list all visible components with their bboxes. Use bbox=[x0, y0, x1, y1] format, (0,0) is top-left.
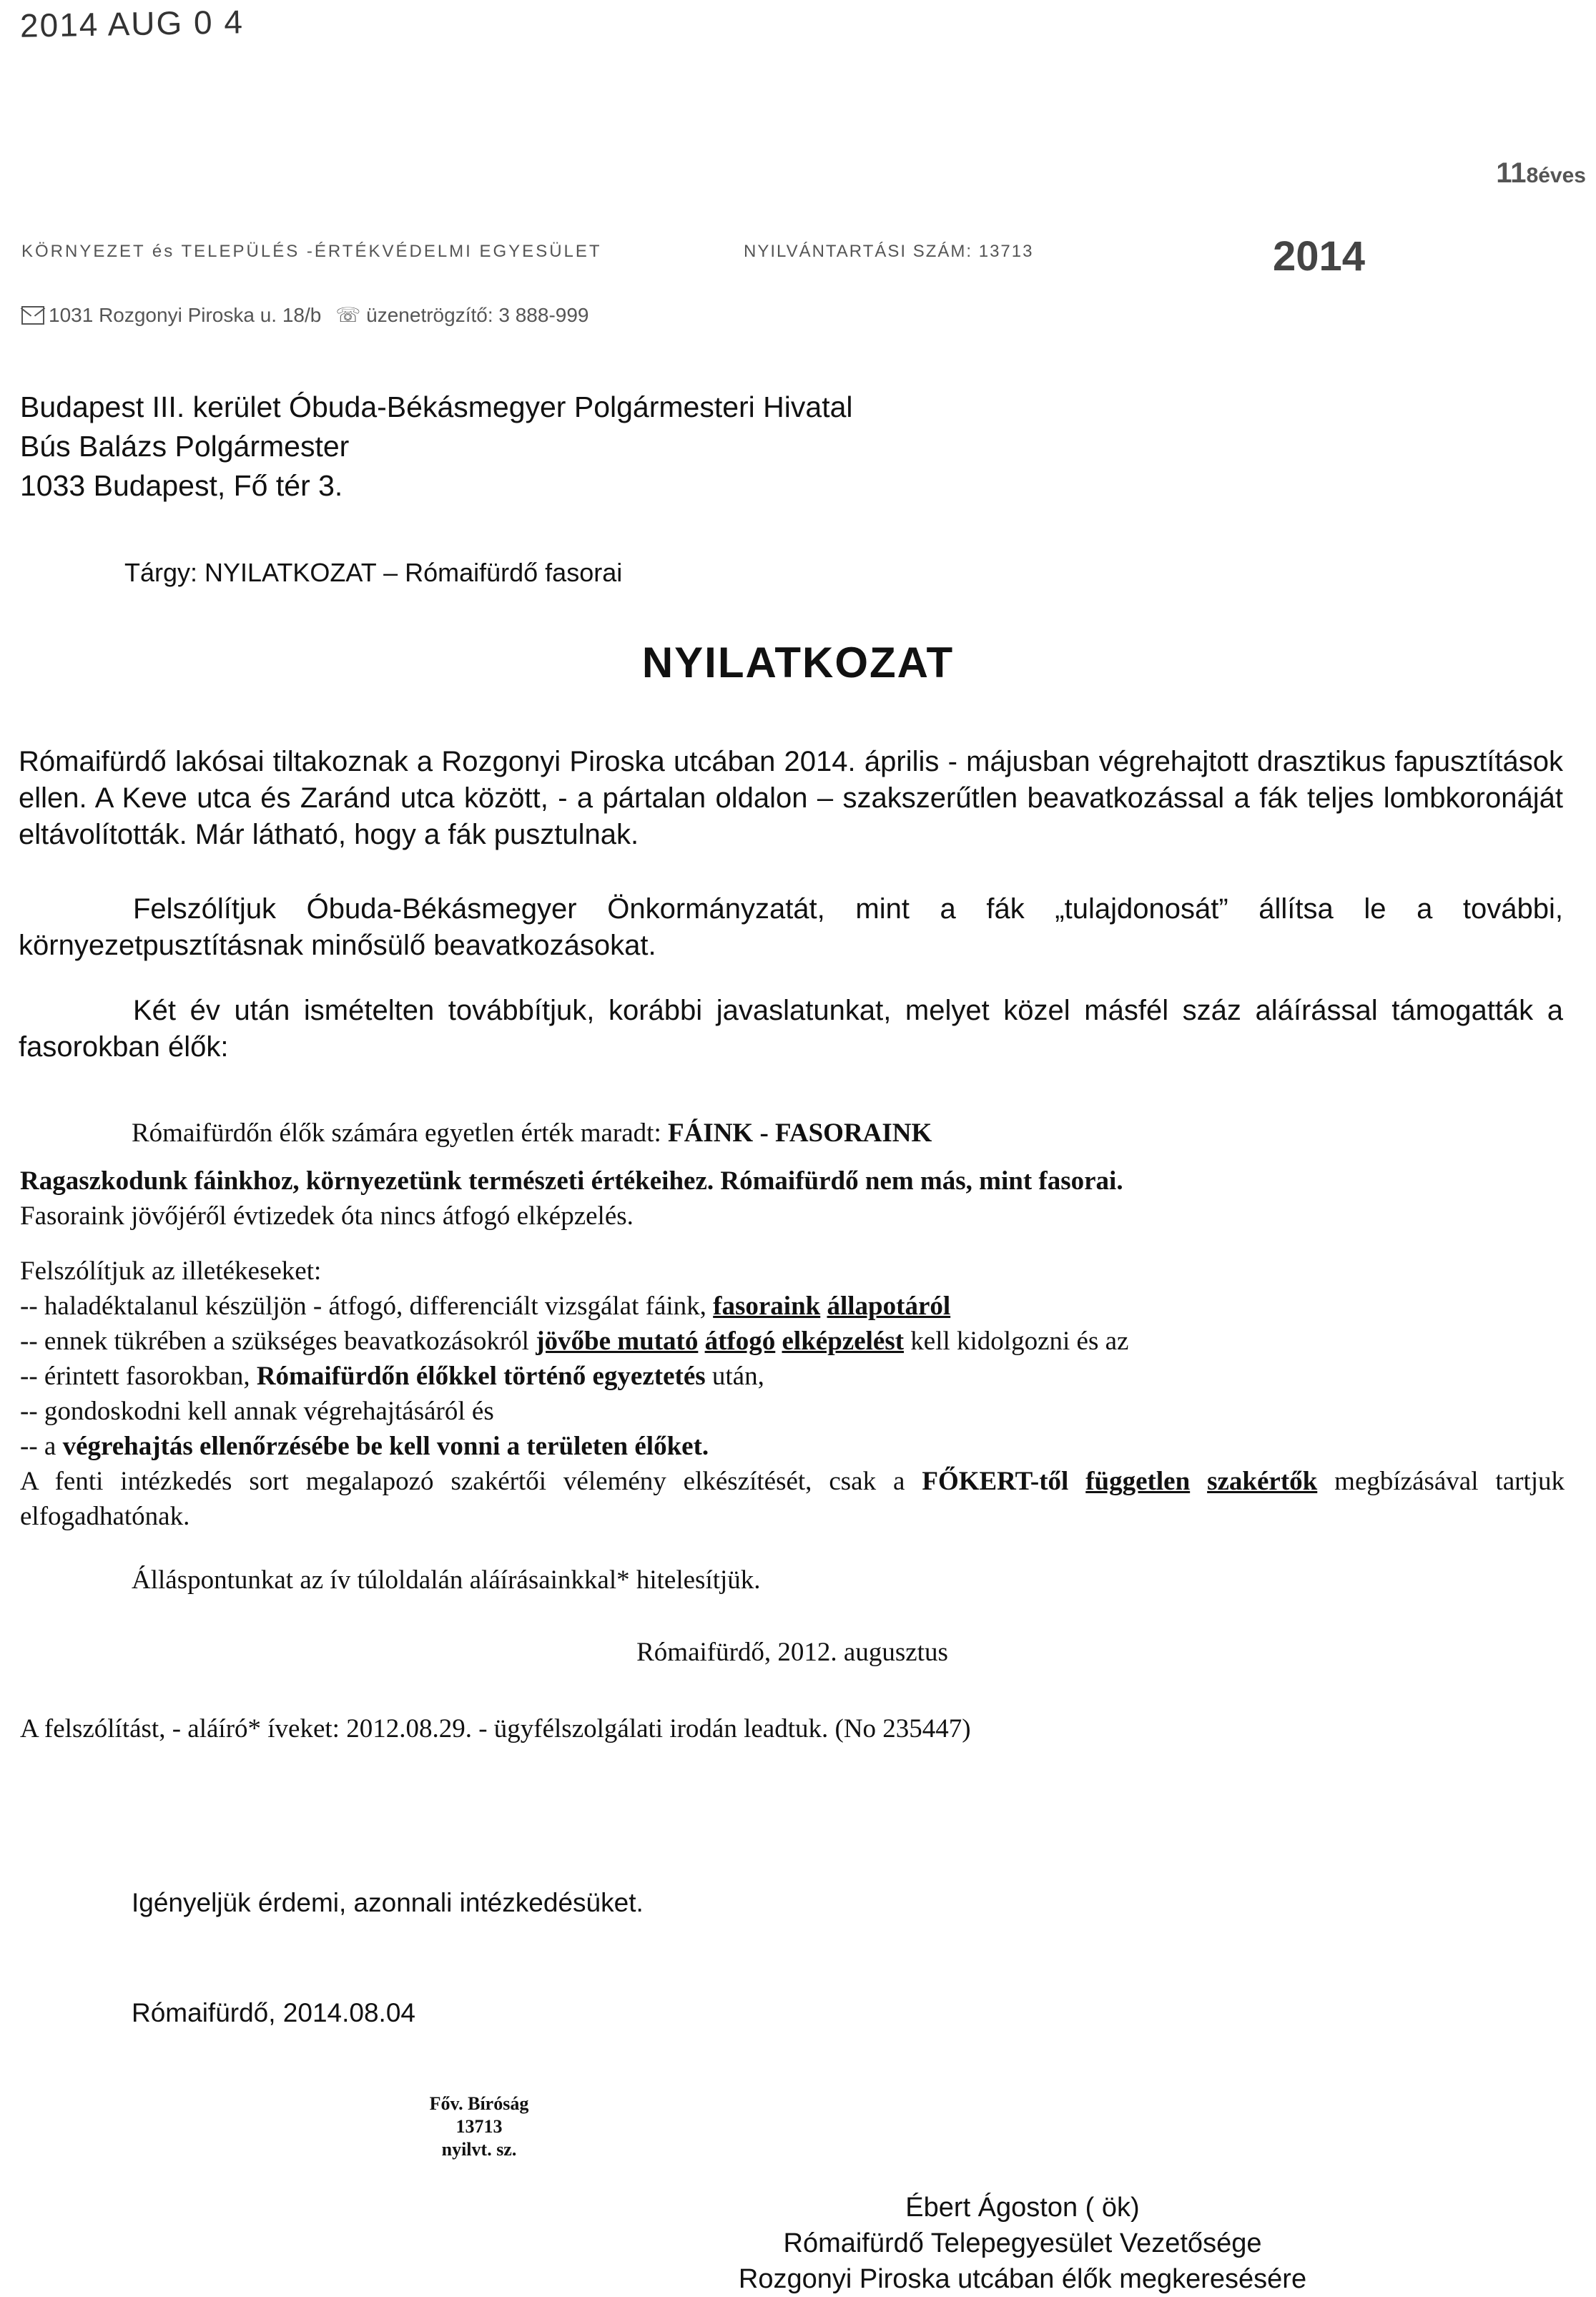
demand-item-4: -- gondoskodni kell annak végrehajtásáról és bbox=[20, 1397, 494, 1426]
association-address: 1031 Rozgonyi Piroska u. 18/b bbox=[49, 303, 322, 326]
registration-number: NYILVÁNTARTÁSI SZÁM: 13713 bbox=[744, 242, 1034, 261]
demand-item-1 bbox=[20, 1289, 1572, 1324]
years-number: 11 bbox=[1496, 157, 1527, 189]
body-paragraph-1: Rómaifürdő lakósai tiltakoznak a Rozgonyi Piroska utcában 2014. április - májusban végrehajtott drasztikus fapusztítások ellen. A Keve utca és Zaránd utca között, - a pártalan oldalon – szakszerűtlen beavatkozással a fák teljes lombkoronáját eltávolították. Már látható, hogy a fák pusztulnak. bbox=[19, 746, 1563, 850]
demand-2-underlined-b: átfogó bbox=[704, 1327, 776, 1356]
expert-underlined: független bbox=[1085, 1467, 1191, 1496]
demand-3-tail: után, bbox=[705, 1362, 764, 1391]
demand-2-tail: kell kidolgozni és az bbox=[904, 1327, 1129, 1356]
original-place-date: Rómaifürdő, 2012. augusztus bbox=[636, 1638, 948, 1667]
body-paragraph-3 bbox=[19, 993, 1563, 1066]
signatory-name: Ébert Ágoston ( ök) bbox=[905, 2193, 1140, 2223]
seal-line-1: Főv. Bíróság bbox=[429, 2093, 529, 2114]
demand-item-5 bbox=[20, 1429, 1572, 1464]
demand-2-underlined-c: elképzelést bbox=[782, 1327, 905, 1356]
recipient-office: Budapest III. kerület Óbuda-Békásmegyer Polgármesteri Hivatal bbox=[20, 390, 853, 423]
demand-2-underlined: jövőbe mutató bbox=[536, 1327, 699, 1356]
envelope-icon bbox=[21, 306, 44, 325]
expert-underlined-b: szakértők bbox=[1207, 1467, 1318, 1496]
submission-note: A felszólítást, - aláíró* íveket: 2012.08.29. - ügyfélszolgálati irodán leadtuk. (No 235447) bbox=[20, 1714, 971, 1743]
demand-1-text: -- haladéktalanul készüljön - átfogó, differenciált vizsgálat fáink, bbox=[20, 1292, 714, 1321]
seal-line-3: nyilvt. sz. bbox=[441, 2139, 517, 2160]
seal-line-2: 13713 bbox=[455, 2116, 503, 2137]
quote-line-1 bbox=[20, 1116, 1572, 1151]
body-paragraph-2 bbox=[19, 891, 1563, 964]
demand-1-underlined: fasoraink bbox=[713, 1292, 821, 1321]
demand-1-underlined-b: állapotáról bbox=[827, 1292, 951, 1321]
quote-line-3: Fasoraink jövőjéről évtizedek óta nincs átfogó elképzelés. bbox=[20, 1201, 634, 1231]
demand-2-text: -- ennek tükrében a szükséges beavatkozásokról bbox=[20, 1327, 536, 1356]
expert-tail: megbízásával tartjuk elfogadhatónak. bbox=[20, 1467, 1565, 1531]
signature-block bbox=[715, 2190, 1330, 2297]
demand-5-text: -- a bbox=[20, 1432, 63, 1461]
paragraph-3-text: Két év után ismételten továbbítjuk, korábbi javaslatunkat, melyet közel másfél száz aláírással támogatták a fasorokban élők: bbox=[19, 995, 1563, 1063]
demand-item-2 bbox=[20, 1324, 1572, 1359]
association-phone: ☏ üzenetrögzítő: 3 888-999 bbox=[335, 304, 589, 326]
demand-3-bold: Rómaifürdőn élőkkel történő egyeztetés bbox=[256, 1362, 706, 1391]
association-contact bbox=[21, 303, 589, 327]
recipient-person: Bús Balázs Polgármester bbox=[20, 430, 350, 463]
call-to-action: Felszólítjuk az illetékeseket: bbox=[20, 1256, 322, 1286]
quote-line-2-bold-b: Rómaifürdő nem más, mint fasorai. bbox=[714, 1166, 1123, 1196]
signature-statement: Álláspontunkat az ív túloldalán aláírásainkkal* hitelesítjük. bbox=[132, 1565, 761, 1595]
closing-date: Rómaifürdő, 2014.08.04 bbox=[132, 1998, 415, 2027]
court-registration-seal bbox=[415, 2092, 543, 2161]
quoted-proposal bbox=[20, 1116, 1572, 1746]
demand-5-bold: végrehajtás ellenőrzésébe be kell vonni a területen élőket. bbox=[62, 1432, 709, 1461]
recipient-address: 1033 Budapest, Fő tér 3. bbox=[20, 469, 343, 502]
quote-line-1-bold: FÁINK - FASORAINK bbox=[667, 1118, 932, 1148]
expert-text: A fenti intézkedés sort megalapozó szakértői vélemény elkészítését, csak a bbox=[20, 1467, 922, 1496]
header-year: 2014 bbox=[1273, 233, 1366, 280]
recipient-block bbox=[20, 388, 853, 506]
years-suffix: 8éves bbox=[1526, 164, 1586, 187]
received-date-stamp: 2014 AUG 0 4 bbox=[19, 3, 245, 44]
expert-bold: FŐKERT-től bbox=[922, 1467, 1069, 1496]
signatory-context: Rozgonyi Piroska utcában élők megkeresésére bbox=[738, 2264, 1307, 2294]
signatory-org: Rómaifürdő Telepegyesület Vezetősége bbox=[783, 2228, 1262, 2258]
association-name: KÖRNYEZET és TELEPÜLÉS -ÉRTÉKVÉDELMI EGYESÜLET bbox=[21, 242, 602, 261]
expert-opinion-paragraph bbox=[20, 1464, 1565, 1534]
paragraph-2-text: Felszólítjuk Óbuda-Békásmegyer Önkormányzatát, mint a fák „tulajdonosát” állítsa le a további, környezetpusztításnak minősülő beavatkozásokat. bbox=[19, 893, 1563, 961]
document-title: NYILATKOZAT bbox=[641, 639, 955, 687]
quote-line-1-text: Rómaifürdőn élők számára egyetlen érték maradt: bbox=[132, 1118, 668, 1148]
subject-line: Tárgy: NYILATKOZAT – Rómaifürdő fasorai bbox=[124, 558, 623, 587]
demand-item-3 bbox=[20, 1359, 1572, 1394]
demand-3-text: -- érintett fasorokban, bbox=[20, 1362, 257, 1391]
quote-line-2-bold: Ragaszkodunk fáinkhoz, környezetünk természeti értékeihez. bbox=[20, 1166, 714, 1196]
closing-demand: Igényeljük érdemi, azonnali intézkedésüket. bbox=[132, 1888, 644, 1917]
years-badge bbox=[1496, 157, 1586, 190]
quote-line-2 bbox=[20, 1164, 1572, 1199]
